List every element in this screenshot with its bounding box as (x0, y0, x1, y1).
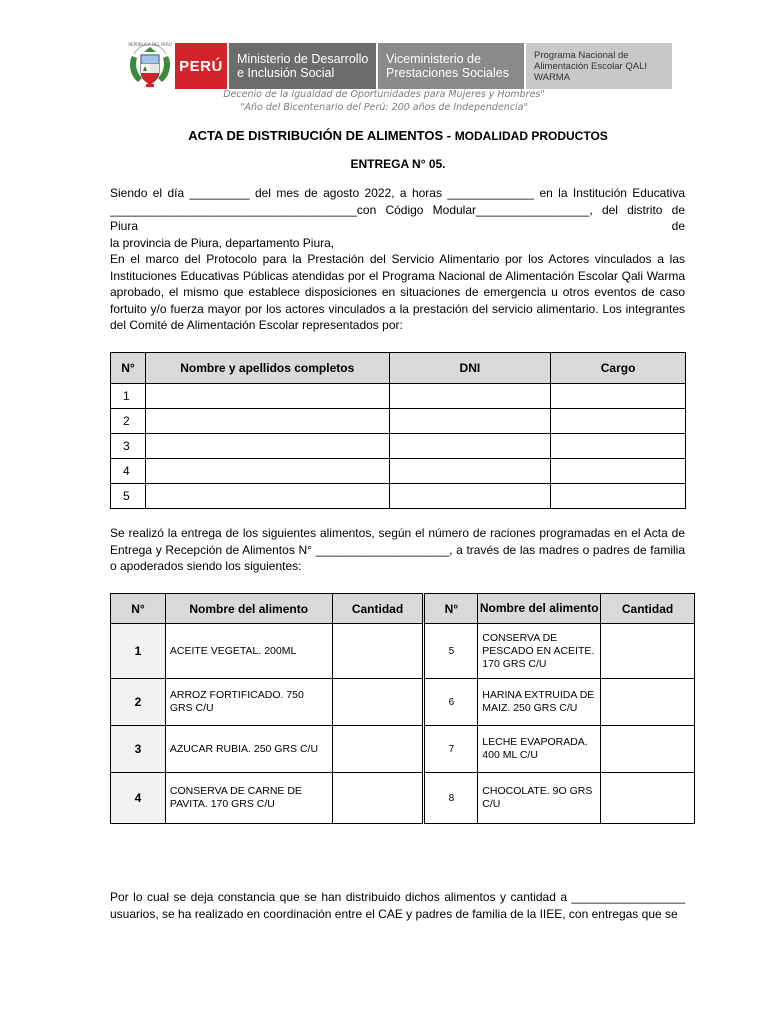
committee-row-number: 3 (111, 434, 146, 459)
committee-dni-cell[interactable] (389, 409, 551, 434)
table-row (111, 384, 686, 409)
header-country-badge (175, 43, 227, 89)
committee-name-cell[interactable] (145, 384, 389, 409)
food-name: CONSERVA DE PESCADO EN ACEITE. 170 GRS C/U (478, 624, 601, 679)
motto-line-1: Decenio de la Igualdad de Oportunidades para Mujeres y Hombres" (223, 89, 545, 100)
committee-table-header (111, 353, 686, 384)
committee-role-cell[interactable] (551, 384, 686, 409)
food-number: 5 (424, 624, 478, 679)
delivery-number: ENTREGA N° 05. (350, 157, 446, 171)
food-number: 8 (424, 773, 478, 824)
table-row (111, 726, 695, 773)
food-header-number-left: N° (111, 594, 166, 624)
food-number: 3 (111, 726, 166, 773)
food-header-number-right: N° (424, 594, 478, 624)
food-header-name-right: Nombre del alimento (478, 594, 601, 624)
food-quantity-cell[interactable] (332, 624, 424, 679)
food-number: 7 (424, 726, 478, 773)
paragraph-delivery: Se realizó la entrega de los siguientes alimentos, según el número de raciones programadas en el Acta de Entrega y Recepción de Alimentos N° ____________________, a través de las madres o padres de familia o apoderados siendo los siguientes: (110, 526, 685, 574)
paragraph-intro-line-3: la provincia de Piura, departamento Piura, (110, 235, 335, 250)
food-quantity-cell[interactable] (601, 624, 695, 679)
table-row (111, 679, 695, 726)
committee-header-name: Nombre y apellidos completos (145, 353, 389, 384)
committee-dni-cell[interactable] (389, 384, 551, 409)
committee-header-role: Cargo (551, 353, 686, 384)
food-name: ARROZ FORTIFICADO. 750 GRS C/U (165, 679, 332, 726)
committee-dni-cell[interactable] (389, 434, 551, 459)
committee-role-cell[interactable] (551, 409, 686, 434)
peru-coat-of-arms-icon (126, 42, 174, 90)
food-name: ACEITE VEGETAL. 200ML (165, 624, 332, 679)
document-title-main: ACTA DE DISTRIBUCIÓN DE ALIMENTOS - (188, 128, 455, 143)
food-number: 6 (424, 679, 478, 726)
food-number: 2 (111, 679, 166, 726)
table-row (111, 459, 686, 484)
food-quantity-cell[interactable] (332, 726, 424, 773)
header-program-badge (526, 43, 672, 89)
committee-role-cell[interactable] (551, 484, 686, 509)
document-title (0, 128, 768, 143)
committee-name-cell[interactable] (145, 484, 389, 509)
paragraph-protocol: En el marco del Protocolo para la Prestación del Servicio Alimentario por los Actores vinculados a las Instituciones Educativas Públicas atendidas por el Programa Nacional de Alimentación Escolar Qali Warma aprobado, el mismo que establece disposiciones en situaciones de emergencia u otros eventos de caso fortuito y/o fuerza mayor por los actores vinculados a la prestación del servicio alimentario. Los integrantes del Comité de Alimentación Escolar representados por: (110, 252, 685, 333)
committee-dni-cell[interactable] (389, 459, 551, 484)
food-number: 4 (111, 773, 166, 824)
table-row (111, 434, 686, 459)
header-ministry-label: Ministerio de Desarrollo e Inclusión Social (237, 52, 369, 80)
seal-caption: REPÚBLICA DEL PERÚ (128, 42, 172, 47)
table-row (111, 624, 695, 679)
paragraph-intro-line-1: Siendo el día _________ del mes de agosto 2022, a horas _____________ en la Institución Educativa (110, 186, 685, 200)
committee-row-number: 5 (111, 484, 146, 509)
food-quantity-cell[interactable] (601, 773, 695, 824)
food-number: 1 (111, 624, 166, 679)
food-quantity-cell[interactable] (332, 773, 424, 824)
table-row (111, 484, 686, 509)
table-row (111, 409, 686, 434)
committee-header-number: N° (111, 353, 146, 384)
food-name: AZUCAR RUBIA. 250 GRS C/U (165, 726, 332, 773)
table-row (111, 773, 695, 824)
committee-role-cell[interactable] (551, 434, 686, 459)
food-header-quantity-right: Cantidad (601, 594, 695, 624)
food-quantity-cell[interactable] (332, 679, 424, 726)
food-quantity-cell[interactable] (601, 679, 695, 726)
header-country-label: PERÚ (179, 57, 223, 75)
committee-row-number: 4 (111, 459, 146, 484)
motto-line-2: "Año del Bicentenario del Perú: 200 años de Independencia" (240, 102, 528, 113)
committee-row-number: 2 (111, 409, 146, 434)
food-header-quantity-left: Cantidad (332, 594, 424, 624)
paragraph-closing: Por lo cual se deja constancia que se han distribuido dichos alimentos y cantidad a _________________ usuarios, se ha realizado en coordinación entre el CAE y padres de familia de la IIEE, con entregas que se (110, 890, 685, 921)
food-name: LECHE EVAPORADA. 400 ML C/U (478, 726, 601, 773)
header-vice-ministry-label: Viceministerio de Prestaciones Sociales (386, 52, 509, 80)
committee-row-number: 1 (111, 384, 146, 409)
food-header-name-left: Nombre del alimento (165, 594, 332, 624)
paragraph-intro (110, 185, 685, 251)
food-name: HARINA EXTRUIDA DE MAIZ. 250 GRS C/U (478, 679, 601, 726)
committee-header-dni: DNI (389, 353, 551, 384)
committee-dni-cell[interactable] (389, 484, 551, 509)
food-quantity-cell[interactable] (601, 726, 695, 773)
paragraph-intro-line-2: _____________________________________con Código Modular_________________, del distrito de Piura de (110, 202, 685, 234)
committee-name-cell[interactable] (145, 434, 389, 459)
committee-name-cell[interactable] (145, 409, 389, 434)
committee-role-cell[interactable] (551, 459, 686, 484)
document-title-sub: MODALIDAD PRODUCTOS (454, 129, 608, 143)
committee-table (110, 352, 686, 509)
food-table-header (111, 594, 695, 624)
food-name: CHOCOLATE. 9O GRS C/U (478, 773, 601, 824)
header-program-label: Programa Nacional de Alimentación Escolar QALI WARMA (534, 49, 647, 83)
header-ministry-badge (229, 43, 376, 89)
food-name: CONSERVA DE CARNE DE PAVITA. 170 GRS C/U (165, 773, 332, 824)
header-vice-ministry-badge (378, 43, 524, 89)
food-table (110, 593, 695, 824)
committee-name-cell[interactable] (145, 459, 389, 484)
